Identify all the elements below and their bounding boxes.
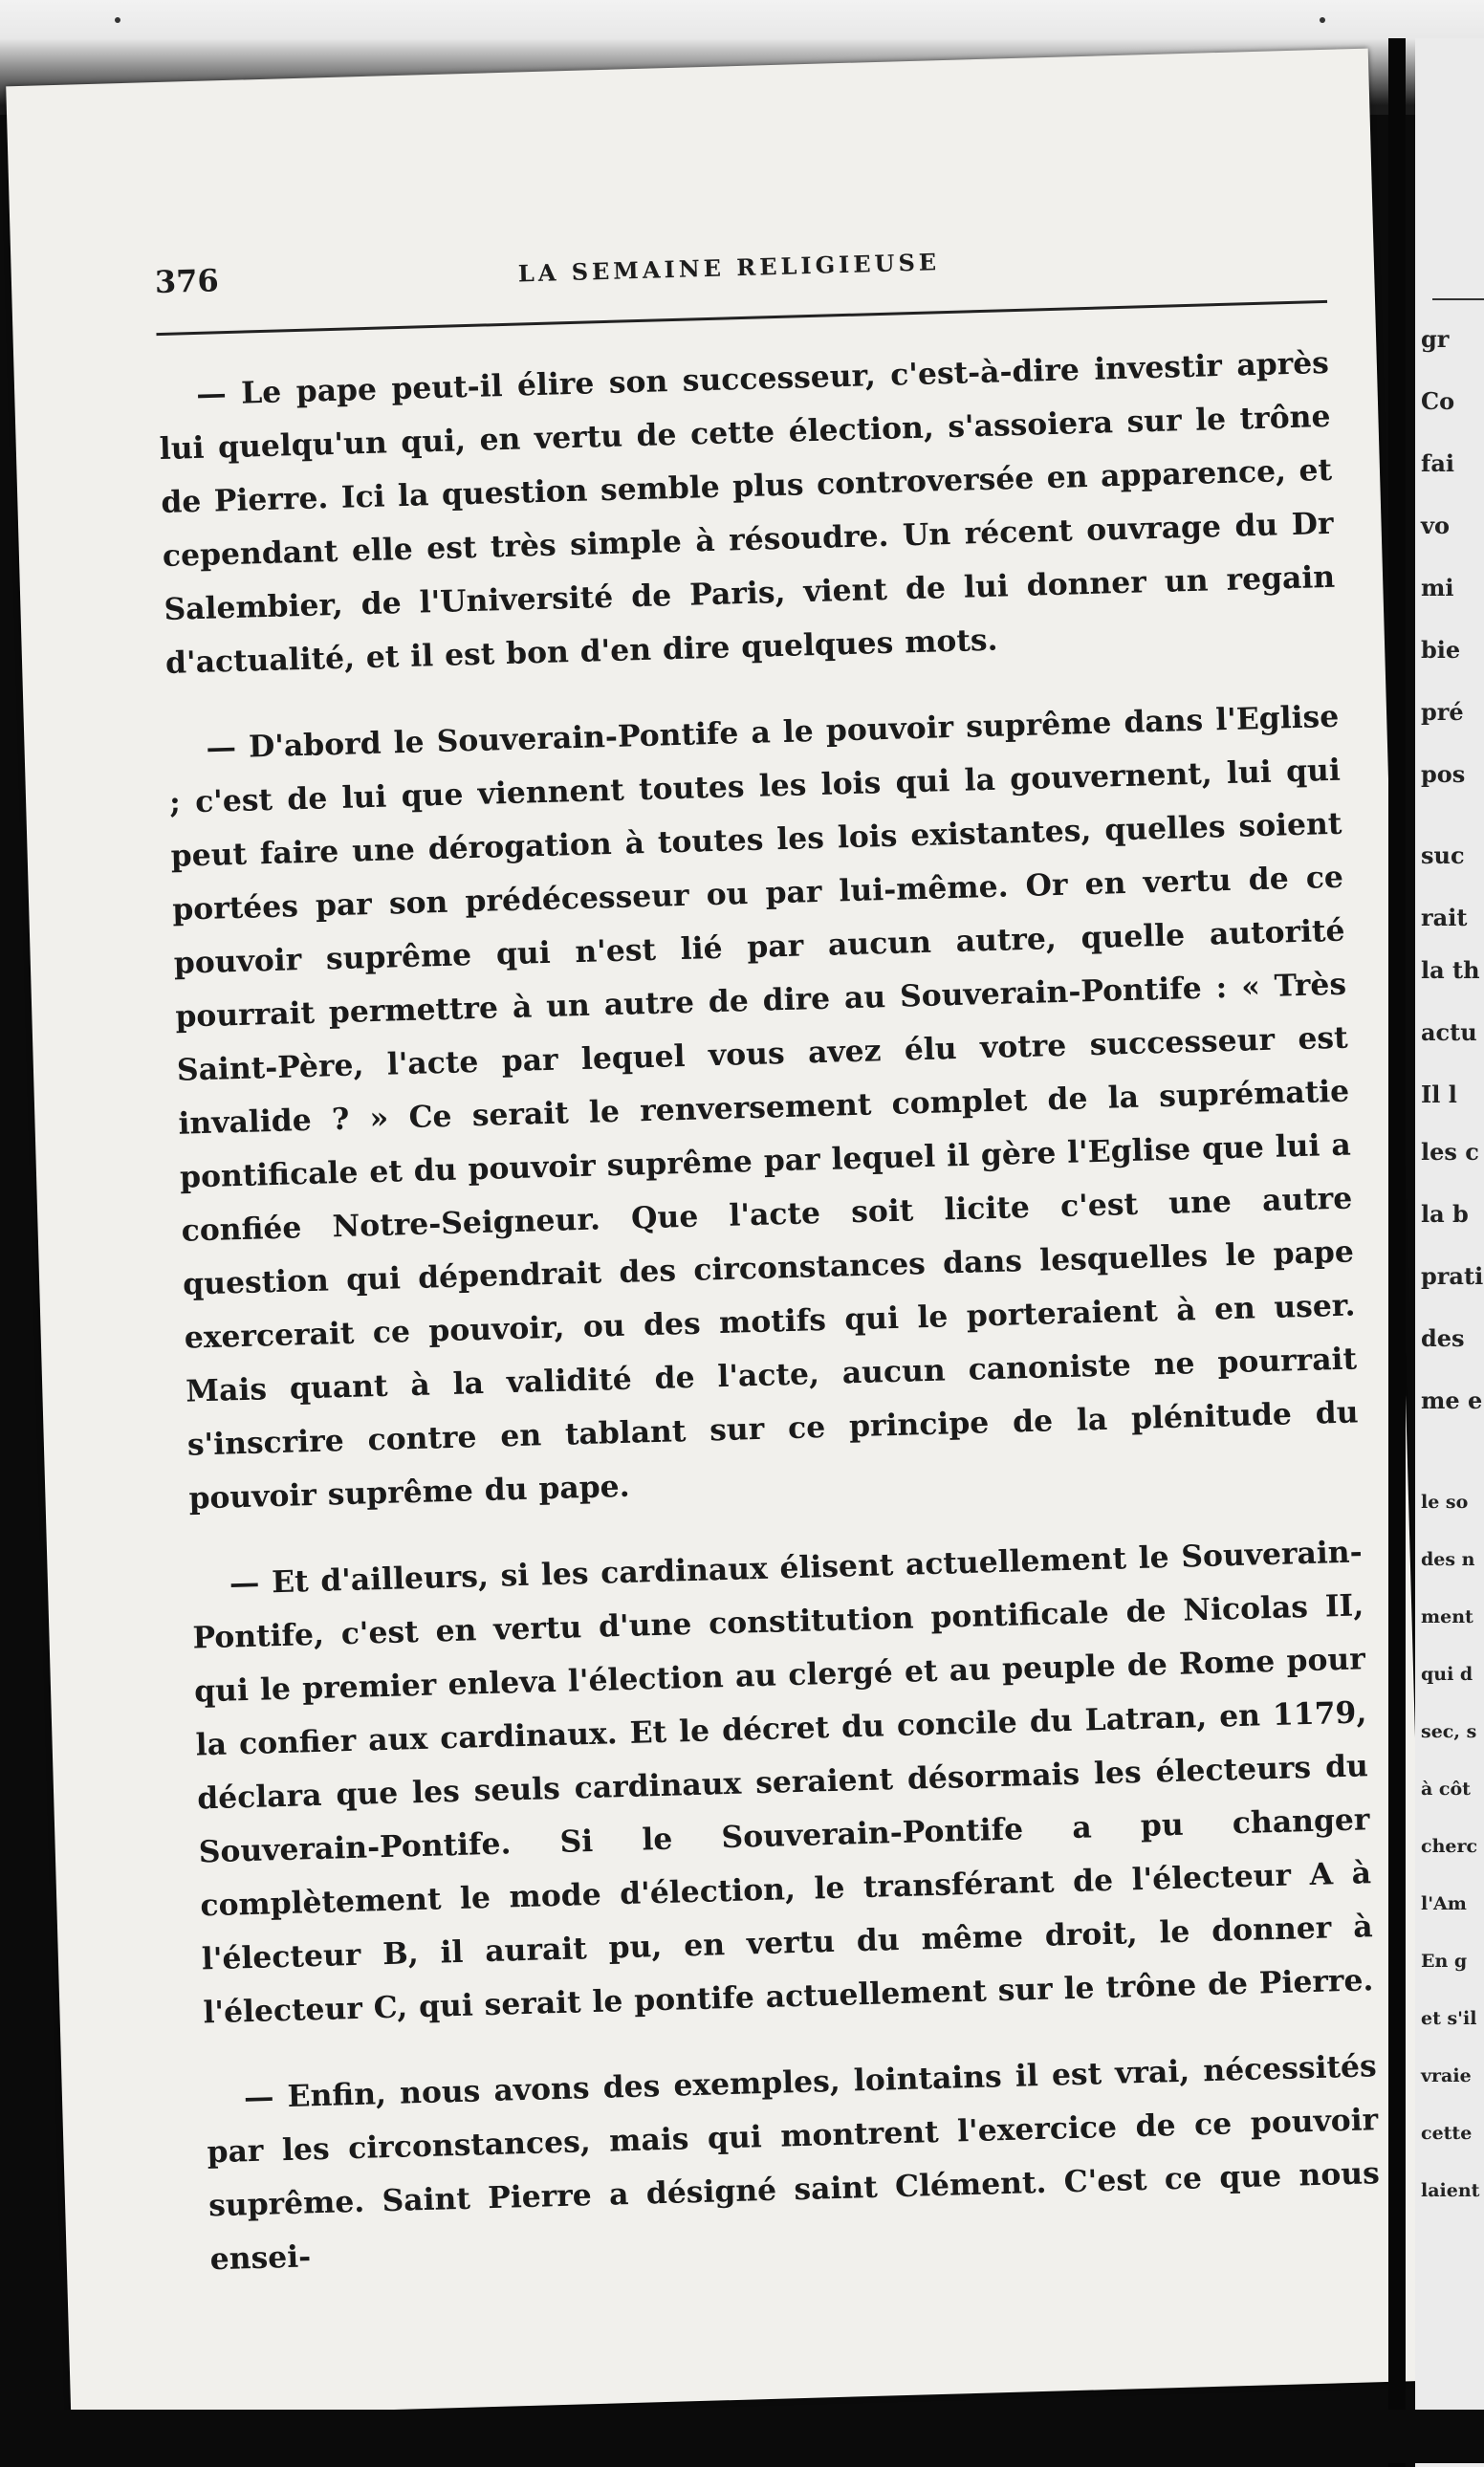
- paragraph: — Enfin, nous avons des exemples, lointains il est vrai, nécessités par les circonstances, mais qui montrent l'exercice de ce pouvoir suprême. Saint Pierre a désigné saint Clément. C'est ce que nous ensei-: [207, 2049, 1381, 2278]
- next-page-text-fragment: mi: [1421, 574, 1454, 601]
- next-page-text-fragment: laient: [1421, 2180, 1480, 2201]
- next-page-text-fragment: la b: [1421, 1200, 1469, 1228]
- next-page-text-fragment: pré: [1421, 698, 1464, 726]
- film-speck: [1320, 17, 1325, 23]
- paragraph: — D'abord le Souverain-Pontife a le pouvoir suprême dans l'Eglise ; c'est de lui que viennent toutes les lois qui la gouvernent, lui qui peut faire une dérogation à toutes les lois existantes, quelles soient portées par son prédécesseur ou par lui-même. Or en vertu de ce pouvoir suprême qui n'est lié par aucun autre, quelle autorité pourrait permettre à un autre de dire au Souverain-Pontife : « Très Saint-Père, l'acte par lequel vous avez élu votre successeur est invalide ? » Ce serait le renversement complet de la suprématie pontificale et du pouvoir suprême par lequel il gère l'Eglise que lui a confiée Notre-Seigneur. Que l'acte soit licite c'est une autre question qui dépendrait des circonstances dans lesquelles le pape exercerait ce pouvoir, ou des motifs qui le porteraient à en user. Mais quant à la validité de l'acte, aucun canoniste ne pourrait s'inscrire contre en tablant sur ce principe de la plénitude du pouvoir suprême du pape.: [168, 699, 1359, 1517]
- next-page-text-fragment: Co: [1421, 387, 1455, 415]
- next-page-text-fragment: vo: [1421, 512, 1450, 539]
- next-page-text-fragment: des: [1421, 1324, 1465, 1352]
- next-page-text-fragment: bie: [1421, 636, 1461, 664]
- book-page: [6, 49, 1433, 2419]
- next-page-fragment: [1415, 38, 1484, 2467]
- page-number: 376: [154, 262, 220, 301]
- next-page-text-fragment: En g: [1421, 1951, 1468, 1972]
- book-binding-gutter: [1388, 38, 1406, 2467]
- paragraph: — Le pape peut-il élire son successeur, c'est-à-dire investir après lui quelqu'un qui, en vertu de cette élection, s'assoiera sur le trône de Pierre. Ici la question semble plus controversée en apparence, et cependant elle est très simple à résoudre. Un récent ouvrage du Dr Salembier, de l'Université de Paris, vient de lui donner un regain d'actualité, et il est bon d'en dire quelques mots.: [159, 345, 1336, 681]
- next-page-text-fragment: gr: [1421, 325, 1450, 353]
- next-page-text-fragment: me e: [1421, 1386, 1483, 1414]
- next-page-text-fragment: la th: [1421, 956, 1480, 984]
- running-title: LA SEMAINE RELIGIEUSE: [517, 248, 941, 288]
- next-page-text-fragment: pos: [1421, 760, 1466, 788]
- text-body: [158, 337, 1383, 2319]
- next-page-text-fragment: vraie: [1421, 2065, 1472, 2086]
- next-page-text-fragment: des n: [1421, 1549, 1475, 1570]
- next-page-text-fragment: les c: [1421, 1138, 1479, 1166]
- next-page-text-fragment: ment: [1421, 1606, 1473, 1627]
- paragraph: — Et d'ailleurs, si les cardinaux élisent actuellement le Souverain-Pontife, c'est en vertu d'une constitution pontificale de Nicolas II, qui le premier enleva l'élection au clergé et au peuple de Rome pour la confier aux cardinaux. Et le décret du concile du Latran, en 1179, déclara que les seuls cardinaux seraient désormais les électeurs du Souverain-Pontife. Si le Souverain-Pontife a pu changer complètement le mode d'élection, le transférant de l'électeur A à l'électeur B, il aurait pu, en vertu du même droit, le donner à l'électeur C, qui serait le pontife actuellement sur le trône de Pierre.: [192, 1535, 1374, 2031]
- next-page-text-fragment: l'Am: [1421, 1893, 1467, 1914]
- next-page-text-fragment: sec, s: [1421, 1721, 1477, 1742]
- next-page-text-fragment: rait: [1421, 904, 1468, 931]
- next-page-text-fragment: fai: [1421, 449, 1454, 477]
- next-page-text-fragment: prati: [1421, 1262, 1484, 1290]
- next-page-text-fragment: Il l: [1421, 1081, 1457, 1108]
- next-page-text-fragment: cherc: [1421, 1836, 1478, 1857]
- next-page-header-rule: [1432, 298, 1484, 300]
- next-page-text-fragment: à côt: [1421, 1779, 1471, 1800]
- next-page-text-fragment: et s'il: [1421, 2008, 1477, 2029]
- next-page-text-fragment: actu: [1421, 1018, 1477, 1046]
- microfilm-bottom-edge: [0, 2410, 1484, 2463]
- next-page-text-fragment: suc: [1421, 841, 1465, 869]
- next-page-text-fragment: qui d: [1421, 1664, 1473, 1685]
- next-page-text-fragment: le so: [1421, 1492, 1469, 1513]
- next-page-text-fragment: cette: [1421, 2123, 1473, 2144]
- film-speck: [115, 17, 120, 23]
